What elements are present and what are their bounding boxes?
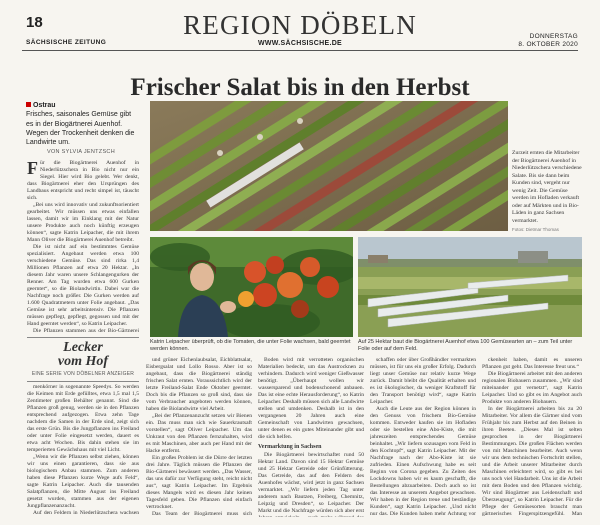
col3-p2: Die Biogärtnerei bewirtschaftet rund 50 Hektar Land. Davon sind 15 Hektar Gemüse und 25 Hektar Getreide oder Grünfütterung. Das Getreide, das auf den Feldern des Auenhofes wächst, wird jetzt in ganz Sachsen vermarktet. „Wir liefern jeden Tag unter anderem nach Bautzen, Freiberg, Chemnitz, Leipzig und Dresden“, so Leipacher. Der Markt und die Nachfrage würden sich aber erst: [258, 452, 364, 515]
col3-p1: Boden wird mit verrotteten organischen Materialien bedeckt, um das Austrocknen zu verhindern. Dadurch wird weniger Gießwasser benötigt. „Überhaupt wollen wir wassersparend und bodenschonend anbauen. Das ist eine echte Herausforderung“, so Katrin Leipacher. Deshalb müssen sich alle Landwirte stellen und umdenken. Deshalb ist in den vergangenen 20 Jahren auch eine Gemeinschaft von Landwirten gewachsen, unter denen es ein gutes Miteinander gibt und die sich helfen.: [258, 357, 364, 441]
col1-p1: ür die Biogärtnerei Auenhof in Niederlützschera in Bio nicht nur ein Siegel. Hier wird Bio gelebt. Wer denkt, dass Biogärtnerei eher den Ursprüngen des Landbaus entspricht und recht simpel ist, täuscht sich.: [27, 160, 139, 202]
article-column-1b: [27, 384, 139, 516]
date: 8. OKTOBER 2020: [518, 41, 578, 48]
website-url: WWW.SÄCHSISCHE.DE: [257, 40, 343, 47]
greenhouse-image: [358, 237, 582, 337]
col2-p3: Ein großes Problem ist die Dürre der letzten drei Jahre. Täglich müssen die Pflanzen der Bio-Gärtnerei bewässert werden. „Das Wasser, das uns dafür zur Verfügung steht, reicht nicht aus“, sagt Katrin Leipacher. Im Ergebnis dieses Mangels wird es diesen Jahr keinen Tagesfeld geben. Die Pflanzen sind einfach vertrocknet.: [146, 455, 252, 511]
greenhouse-photo: [358, 237, 582, 337]
series-title-line2: vom Hof: [57, 354, 109, 369]
page-number: 18: [26, 14, 43, 31]
col5-p1: ckenheit haben, damit es unseren Pflanzen gut geht. Das Interesse freut uns.“: [482, 357, 582, 371]
col1-p4: Die Pflanzen stammen aus der Bio-Gärtnerei: [33, 328, 139, 334]
article-column-5: [482, 357, 582, 517]
col2-p4: Das Team der Biogärtnerei muss sich: [152, 511, 252, 517]
col1-p3: Die ist nicht auf ein bestimmtes Gemüse spezialisiert. Angebaut werden etwa 100 verschiedene Gemüse. Das sind rirka 1,4 Millionen Pflanzen auf etwa 20 Hektar. „In diesem Jahr waren unsere Schlangengurken der Renner. Am Tag wurden etwa 600 Gurken geerntet“, so die Biolandwirtin. Dabei war die Nachfrage noch größer. Die Gurken werden auf 1.600 Quadratmetern unter Folie angebaut. „Das Gemüse ist sehr arbeitsintensiv. Die Pflanzen müssen gepflegt, gepflegt, gegossen und mit der Hand geerntet werden“, so Katrin Leipacher.: [27, 244, 139, 328]
col1b-p2: „Wenn wir die Pflanzen selbst ziehen, können wir uns einen garantieren, dass sie aus biologischem Anbau stammen. Zum anderen haben diese Pflanzen kurze Wege aufs Feld“, sagte Katrin Leipacher. Auch die tausenden Salatpflanzen, die Mitte August ins Freiland gesetzt wurden, stammen aus der eigenen Jungpflanzenanzucht.: [27, 454, 139, 510]
col4-p2: Auch die Leute aus der Region können in den Genuss von frischem Bio-Gemüse kommen. Entweder kaufen sie im Hofladen oder sie bestellen eine Abo-Kiste, die mit jahreszeiten entsprechendes Gemüse beinhaltet. „Wir liefern sozusagen vom Feld in den Kochtopf“, sagt Katrin Leipacher. Mit der Nachfrage nach der Abo-Kiste ist sie zufrieden. Einen Aufschwung habe es seit Beginn von Corona gegeben. Zu Zeiten des Lockdowns haben wir es kaum geschafft, die Bestellungen abzuarbeiten. Doch auch so ist das Interesse an unserem Angebot gewachsen. Wir haben in der Region treue und beständige Kunden“, sagt Katrin Leipacher. „Und nicht nur das. Die Kunden haben mehr Achtung vor: [370, 406, 476, 517]
article-column-1: [27, 160, 139, 334]
series-subtitle: EINE SERIE VON DÖBELNER ANZEIGER: [31, 371, 135, 377]
teaser-place: Ostrau: [26, 101, 136, 110]
col2-p1: und grüner Eichenlaubsalat, Eichblattsalat, Eisbergsalat und Lollo Rosso. Aber ist so angebaut, dass die Biogärtnerei ständig frischen Salat ernten. Voraussichtlich wird der letzte Freiland-Salat Ende Oktober geerntet. Doch bis die Pflanzen so groß sind, dass sie vom Verbraucher angeboten werden können, haben die Biolandwirte viel Arbeit.: [146, 357, 252, 413]
byline: VON SYLVIA JENTZSCH: [47, 149, 115, 155]
col1-p2: „Bei uns wird innovativ und zukunftsorientiert gearbeitet. Wir müssen uns etwas einfallen lassen, damit wir im Einklang mit der Natur unsere Produkte auch noch künftig erzeugen können“, sagte Katrin Leipacher, die mit ihrem Mann Oliver die Biogärtnerei Auenhof betreibt.: [27, 202, 139, 244]
header-rule: [22, 50, 578, 51]
article-column-3: [258, 357, 364, 517]
region-title: REGION DÖBELN: [183, 10, 417, 40]
teaser: [26, 101, 136, 147]
tomato-photo-caption: Katrin Leipacher überprüft, ob die Tomaten, die unter Folie wachsen, bald geerntet werden können.: [150, 339, 351, 352]
greenhouse-photo-caption: Auf 25 Hektar baut die Biogärtnerei Auenhof etwa 100 Gemüsearten an – zum Teil unter Folie oder auf dem Feld.: [358, 339, 573, 352]
headline: Frischer Salat bis in den Herbst: [130, 74, 470, 101]
weekday: DONNERSTAG: [529, 33, 578, 40]
field-aerial-photo: [150, 101, 508, 231]
col1b-p3: Auf den Feldern in Niederlützschera wachsen: [33, 510, 139, 516]
series-title-line1: Lecker: [63, 340, 103, 355]
paper-name: SÄCHSISCHE ZEITUNG: [26, 39, 107, 46]
col3-subheading: Vermarktung in Sachsen: [258, 444, 322, 451]
teaser-text: Frisches, saisonales Gemüse gibt es in der Biogärtnerei Auenhof. Wegen der Trockenheit denken die Landwirte um.: [26, 111, 135, 147]
tomato-photo: [150, 237, 353, 337]
article-column-2: [146, 357, 252, 517]
col5-p2: Die Biogärtnerei arbeitet mit den anderen regionalen Biobauern zusammen. „Wir sind miteinander gut vernetzt“, sagt Katrin Leipacher. Und so gibt es im Angebot auch Produkte von anderen Biobauern.: [482, 371, 582, 406]
article-column-4: [370, 357, 476, 517]
photo-credit: Fotos: Dietmar Thomas: [512, 227, 559, 232]
tomato-image: [150, 237, 353, 337]
col2-p2: „Bei der Pflanzenanzucht setzen wir Bienen ein. Das muss man sich wie Sauerkrautsaft vorstellen“, sagt Oliver Leipacher. Um das Unkraut von den Pflanzen fernzuhalten, wird es mit Maschinen, aber auch per Hand mit der Hacke entfernt.: [146, 413, 252, 455]
series-logo-box: [27, 337, 139, 382]
col5-p3: In der Biogärtnerei arbeiten bis zu 20 Mitarbeiter. Vor allem die Gärtner sind vom Frühjahr bis zum Herbst auf den Beinen in ihren Beeten. „Dieses Mal ist selten gesprochen in der Biogärtnerei Bestimmungen. Die großen Flächen werden von mit Maschinen bearbeitet. Auch wenn wir uns dem technischen Fortschritt stellen, und die Arbeit unserer Mitarbeiter durch Maschinen erleichtert wird, so gibt es bei uns noch viel Handarbeit. Uns ist die Arbeit mit dem Boden und den Pflanzen wichtig. Wir sind Biogärtner aus Leidenschaft und Überzeugung“, so Katrin Leipacher. Für die Pflege der Gemüsesorten braucht man gärtnerisches Fingerspitzengefühl. Man: [482, 406, 582, 517]
dropcap: F: [27, 160, 38, 178]
issue-date: [518, 33, 578, 49]
top-photo-caption: Zurzeit ernten die Mitarbeiter der Biogärtnerei Auenhof in Niederlützschera verschiedene Salate. Bis sie dann beim Kunden sind, vergeht nur wenig Zeit. Die Gemüse werden im Hofladen verkauft oder auf Märkten und in Bio-Läden in ganz Sachsen vermarktet.: [512, 150, 582, 224]
col1b-p1: menkörner in sogenannte Speedys. So werden die Keimen mit Erde gefülltes, etwa 1,5 mal 1,5 Zentimeter großen Behälter genannt. Sind die Pflanzen groß genug, werden sie in den Pflanzen entsprechend aufgezogen. Etwa zehn Tage nachdem die Samen in der Erde sind, zeigt sich das erste Grün. Bis die Jungpflanzen ins Freiland oder unter Folie eingesetzt werden, dauert es etwa acht Wochen. Bis dahin stehen sie im temperierten Gewächshaus mit viel Licht.: [27, 384, 139, 454]
field-aerial-image: [150, 101, 508, 231]
col4-p1: schaffen oder über Großhändler vermarkten müssen, ist für uns ein großer Erfolg. Dadurch liegt unser Gemüse nur relativ kurze Wege zurück. Damit bleibt die Qualität erhalten und es ist ökologischer, da weniger Kraftstoff für den Transport benötigt wird“, sagte Katrin Leipacher.: [370, 357, 476, 406]
